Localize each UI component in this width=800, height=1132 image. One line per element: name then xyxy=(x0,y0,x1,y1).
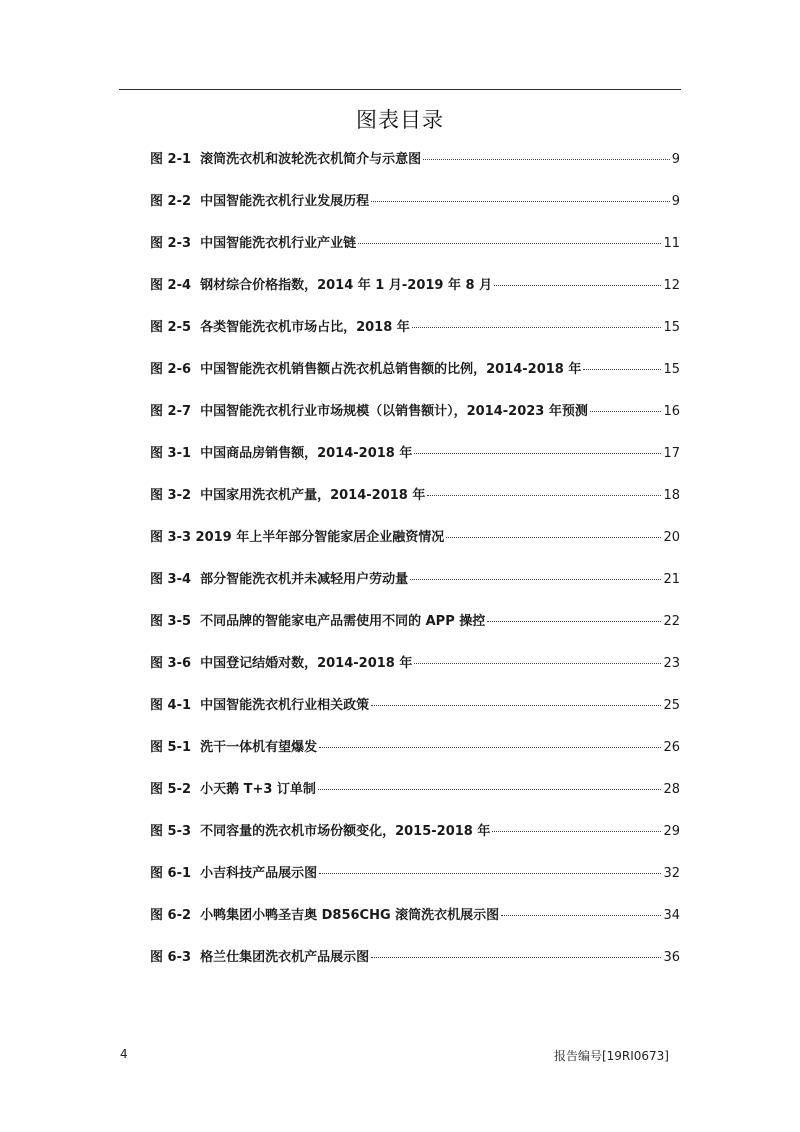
toc-entry-label: 图 3-5 xyxy=(150,614,192,629)
toc-entry[interactable] xyxy=(150,821,680,863)
toc-entry-title: 中国智能洗衣机行业相关政策 xyxy=(200,698,370,713)
toc-entry-page: 32 xyxy=(663,866,680,881)
dot-leader xyxy=(412,327,662,328)
dot-leader xyxy=(371,705,661,706)
toc-entry-label: 图 2-2 xyxy=(150,194,192,209)
header-rule xyxy=(119,89,681,90)
toc-entry-page: 16 xyxy=(663,404,680,419)
toc-entry[interactable] xyxy=(150,737,680,779)
toc-list xyxy=(150,149,680,989)
dot-leader xyxy=(319,873,661,874)
toc-entry-label: 图 2-4 xyxy=(150,278,192,293)
dot-leader xyxy=(371,957,661,958)
toc-entry-page: 29 xyxy=(663,824,680,839)
toc-entry-label: 图 2-6 xyxy=(150,362,192,377)
toc-entry-label: 图 2-3 xyxy=(150,236,192,251)
dot-leader xyxy=(492,831,661,832)
report-id: 报告编号[19RI0673] xyxy=(553,1049,669,1063)
dot-leader xyxy=(494,285,661,286)
toc-entry-label: 图 3-1 xyxy=(150,446,192,461)
dot-leader xyxy=(319,747,661,748)
toc-entry-title: 部分智能洗衣机并未减轻用户劳动量 xyxy=(200,572,409,587)
toc-entry-title: 中国智能洗衣机行业产业链 xyxy=(200,236,357,251)
toc-entry-page: 9 xyxy=(671,152,680,167)
toc-entry-title: 中国登记结婚对数，2014-2018 年 xyxy=(200,656,413,671)
toc-entry-title: 小吉科技产品展示图 xyxy=(200,866,318,881)
dot-leader xyxy=(423,159,670,160)
dot-leader xyxy=(414,663,661,664)
dot-leader xyxy=(318,789,662,790)
toc-entry-page: 21 xyxy=(663,572,680,587)
toc-entry-label: 图 6-2 xyxy=(150,908,192,923)
toc-entry-label: 图 3-2 xyxy=(150,488,192,503)
toc-entry-page: 25 xyxy=(663,698,680,713)
toc-entry-label: 图 2-7 xyxy=(150,404,192,419)
toc-entry[interactable] xyxy=(150,233,680,275)
toc-entry-page: 17 xyxy=(663,446,680,461)
toc-entry[interactable] xyxy=(150,569,680,611)
toc-entry-label: 图 6-1 xyxy=(150,866,192,881)
toc-entry-title: 洗干一体机有望爆发 xyxy=(200,740,318,755)
dot-leader xyxy=(371,201,670,202)
toc-entry[interactable] xyxy=(150,485,680,527)
toc-entry[interactable] xyxy=(150,695,680,737)
dot-leader xyxy=(487,621,661,622)
dot-leader xyxy=(501,915,661,916)
toc-entry[interactable] xyxy=(150,275,680,317)
toc-entry-page: 22 xyxy=(663,614,680,629)
toc-entry-page: 28 xyxy=(663,782,680,797)
toc-entry-title: 小天鹅 T+3 订单制 xyxy=(200,782,316,797)
toc-entry-title: 各类智能洗衣机市场占比，2018 年 xyxy=(200,320,410,335)
toc-entry-title: 钢材综合价格指数，2014 年 1 月-2019 年 8 月 xyxy=(200,278,493,293)
toc-entry[interactable] xyxy=(150,947,680,989)
toc-entry[interactable] xyxy=(150,443,680,485)
toc-entry[interactable] xyxy=(150,191,680,233)
toc-entry[interactable] xyxy=(150,527,680,569)
toc-entry-page: 18 xyxy=(663,488,680,503)
toc-entry-page: 15 xyxy=(663,362,680,377)
toc-entry-title: 滚筒洗衣机和波轮洗衣机简介与示意图 xyxy=(200,152,422,167)
toc-entry[interactable] xyxy=(150,611,680,653)
toc-entry-page: 20 xyxy=(663,530,680,545)
toc-entry-page: 34 xyxy=(663,908,680,923)
toc-entry-label: 图 3-4 xyxy=(150,572,192,587)
toc-entry-label: 图 5-3 xyxy=(150,824,192,839)
toc-entry-title: 小鸭集团小鸭圣吉奥 D856CHG 滚筒洗衣机展示图 xyxy=(200,908,500,923)
toc-entry[interactable] xyxy=(150,863,680,905)
dot-leader xyxy=(414,453,661,454)
toc-entry-label: 图 3-3 xyxy=(150,530,192,545)
toc-entry[interactable] xyxy=(150,149,680,191)
toc-entry-label: 图 4-1 xyxy=(150,698,192,713)
toc-entry[interactable] xyxy=(150,653,680,695)
toc-entry[interactable] xyxy=(150,401,680,443)
page-title: 图表目录 xyxy=(356,108,444,132)
toc-entry-page: 36 xyxy=(663,950,680,965)
toc-entry-title: 中国智能洗衣机行业市场规模（以销售额计），2014-2023 年预测 xyxy=(200,404,588,419)
toc-entry-title: 中国家用洗衣机产量，2014-2018 年 xyxy=(200,488,426,503)
toc-entry-page: 11 xyxy=(663,236,680,251)
page-number: 4 xyxy=(120,1047,128,1061)
toc-entry[interactable] xyxy=(150,317,680,359)
dot-leader xyxy=(410,579,661,580)
toc-entry-label: 图 3-6 xyxy=(150,656,192,671)
toc-entry-title: 格兰仕集团洗衣机产品展示图 xyxy=(200,950,370,965)
dot-leader xyxy=(427,495,661,496)
toc-entry-page: 23 xyxy=(663,656,680,671)
toc-entry-title: 不同容量的洗衣机市场份额变化，2015-2018 年 xyxy=(200,824,491,839)
toc-entry-label: 图 5-1 xyxy=(150,740,192,755)
toc-entry-title: 2019 年上半年部分智能家居企业融资情况 xyxy=(195,530,445,545)
toc-entry[interactable] xyxy=(150,905,680,947)
toc-entry-page: 12 xyxy=(663,278,680,293)
toc-entry-page: 9 xyxy=(671,194,680,209)
toc-entry[interactable] xyxy=(150,359,680,401)
dot-leader xyxy=(590,411,662,412)
toc-entry-title: 中国商品房销售额，2014-2018 年 xyxy=(200,446,413,461)
toc-entry-title: 中国智能洗衣机销售额占洗衣机总销售额的比例，2014-2018 年 xyxy=(200,362,582,377)
toc-entry-label: 图 6-3 xyxy=(150,950,192,965)
toc-entry[interactable] xyxy=(150,779,680,821)
toc-entry-page: 15 xyxy=(663,320,680,335)
dot-leader xyxy=(446,537,661,538)
dot-leader xyxy=(583,369,661,370)
toc-entry-title: 不同品牌的智能家电产品需使用不同的 APP 操控 xyxy=(200,614,486,629)
toc-entry-page: 26 xyxy=(663,740,680,755)
toc-entry-label: 图 5-2 xyxy=(150,782,192,797)
dot-leader xyxy=(358,243,661,244)
toc-entry-label: 图 2-5 xyxy=(150,320,192,335)
toc-entry-title: 中国智能洗衣机行业发展历程 xyxy=(200,194,370,209)
toc-entry-label: 图 2-1 xyxy=(150,152,192,167)
